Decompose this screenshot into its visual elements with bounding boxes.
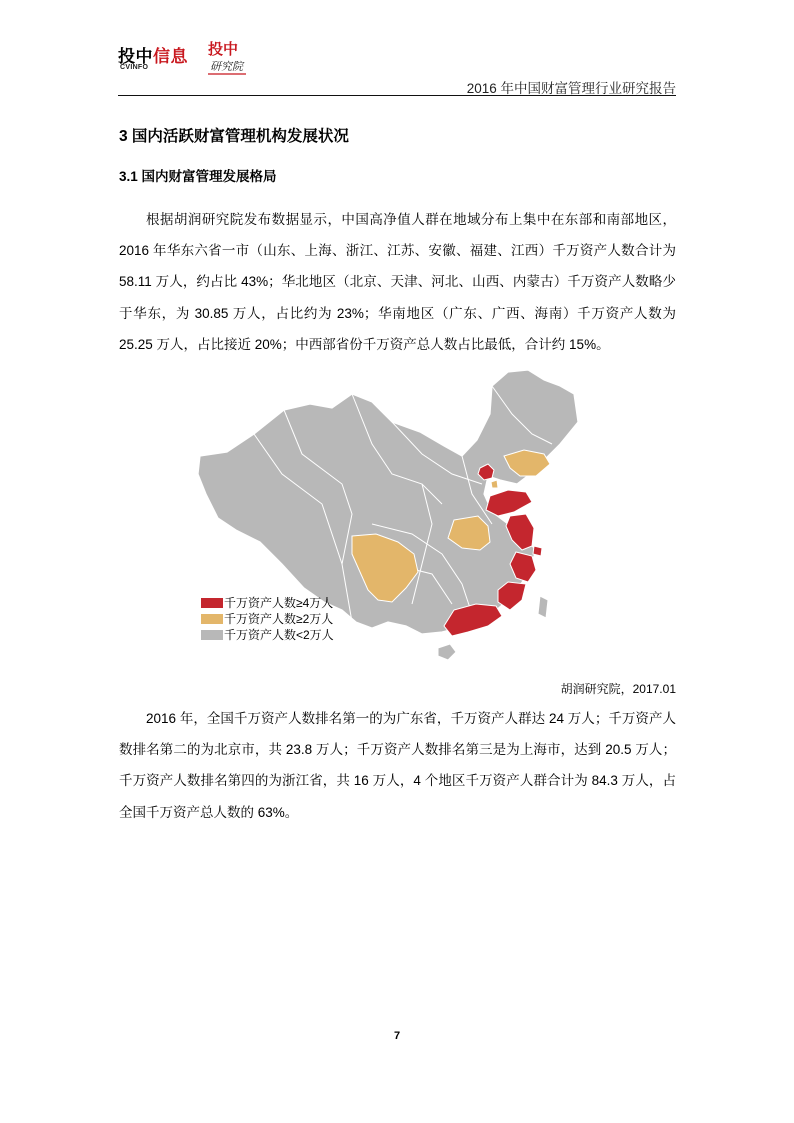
body-paragraph-2 (119, 703, 676, 828)
logo-text-b: 信息 (153, 47, 188, 66)
legend-swatch-gray (201, 630, 223, 640)
paragraph-2-text: 2016 年，全国千万资产人数排名第一的为广东省，千万资产人群达 24 万人；千万资产人数排名第二的为北京市，共 23.8 万人；千万资产人数排名第三是为上海市，达到 20.5 万人；千万资产人数排名第四的为浙江省，共 16 万人，4 个地区千万资产人群合计为 84.3 万人，占全国千万资产总人数的 63%。 (119, 711, 676, 820)
legend-label: 千万资产人数≥4万人 (224, 596, 334, 610)
region-tianjin (491, 480, 498, 488)
legend-swatch-red (201, 598, 223, 608)
paragraph-1-text: 根据胡润研究院发布数据显示，中国高净值人群在地域分布上集中在东部和南部地区，2016 年华东六省一市（山东、上海、浙江、江苏、安徽、福建、江西）千万资产人数合计为 58.11 万人，约占比 43%；华北地区（北京、天津、河北、山西、内蒙古）千万资产人数略少于华东，为 30.85 万人，占比约为 23%；华南地区（广东、广西、海南）千万资产人数为 25.25 万人，占比接近 20%；中西部省份千万资产总人数占比最低，合计约 15%。 (119, 212, 676, 352)
region-shandong (486, 490, 532, 516)
svg-text:研究院: 研究院 (210, 60, 243, 73)
svg-text:投中: 投中 (208, 40, 239, 58)
header-divider (118, 95, 676, 96)
region-fujian (498, 582, 526, 610)
region-shanghai (533, 546, 542, 556)
legend-label: 千万资产人数<2万人 (224, 628, 334, 642)
section-heading: 3 国内活跃财富管理机构发展状况 (119, 128, 349, 145)
subsection-heading: 3.1 国内财富管理发展格局 (119, 169, 277, 184)
body-paragraph-1 (119, 204, 676, 360)
cvinfo-logo (118, 42, 192, 78)
region-hainan (438, 644, 456, 660)
region-taiwan (538, 596, 548, 618)
page-number: 7 (393, 1030, 401, 1042)
report-title: 2016 年中国财富管理行业研究报告 (466, 81, 676, 96)
legend-swatch-yellow (201, 614, 223, 624)
logo-text-a: 投中 (118, 47, 153, 66)
logo-en-text: CVINFO (120, 64, 149, 71)
page-header (118, 38, 676, 96)
map-source: 胡润研究院，2017.01 (560, 682, 676, 696)
legend-label: 千万资产人数≥2万人 (224, 612, 334, 626)
research-institute-logo (206, 38, 248, 78)
